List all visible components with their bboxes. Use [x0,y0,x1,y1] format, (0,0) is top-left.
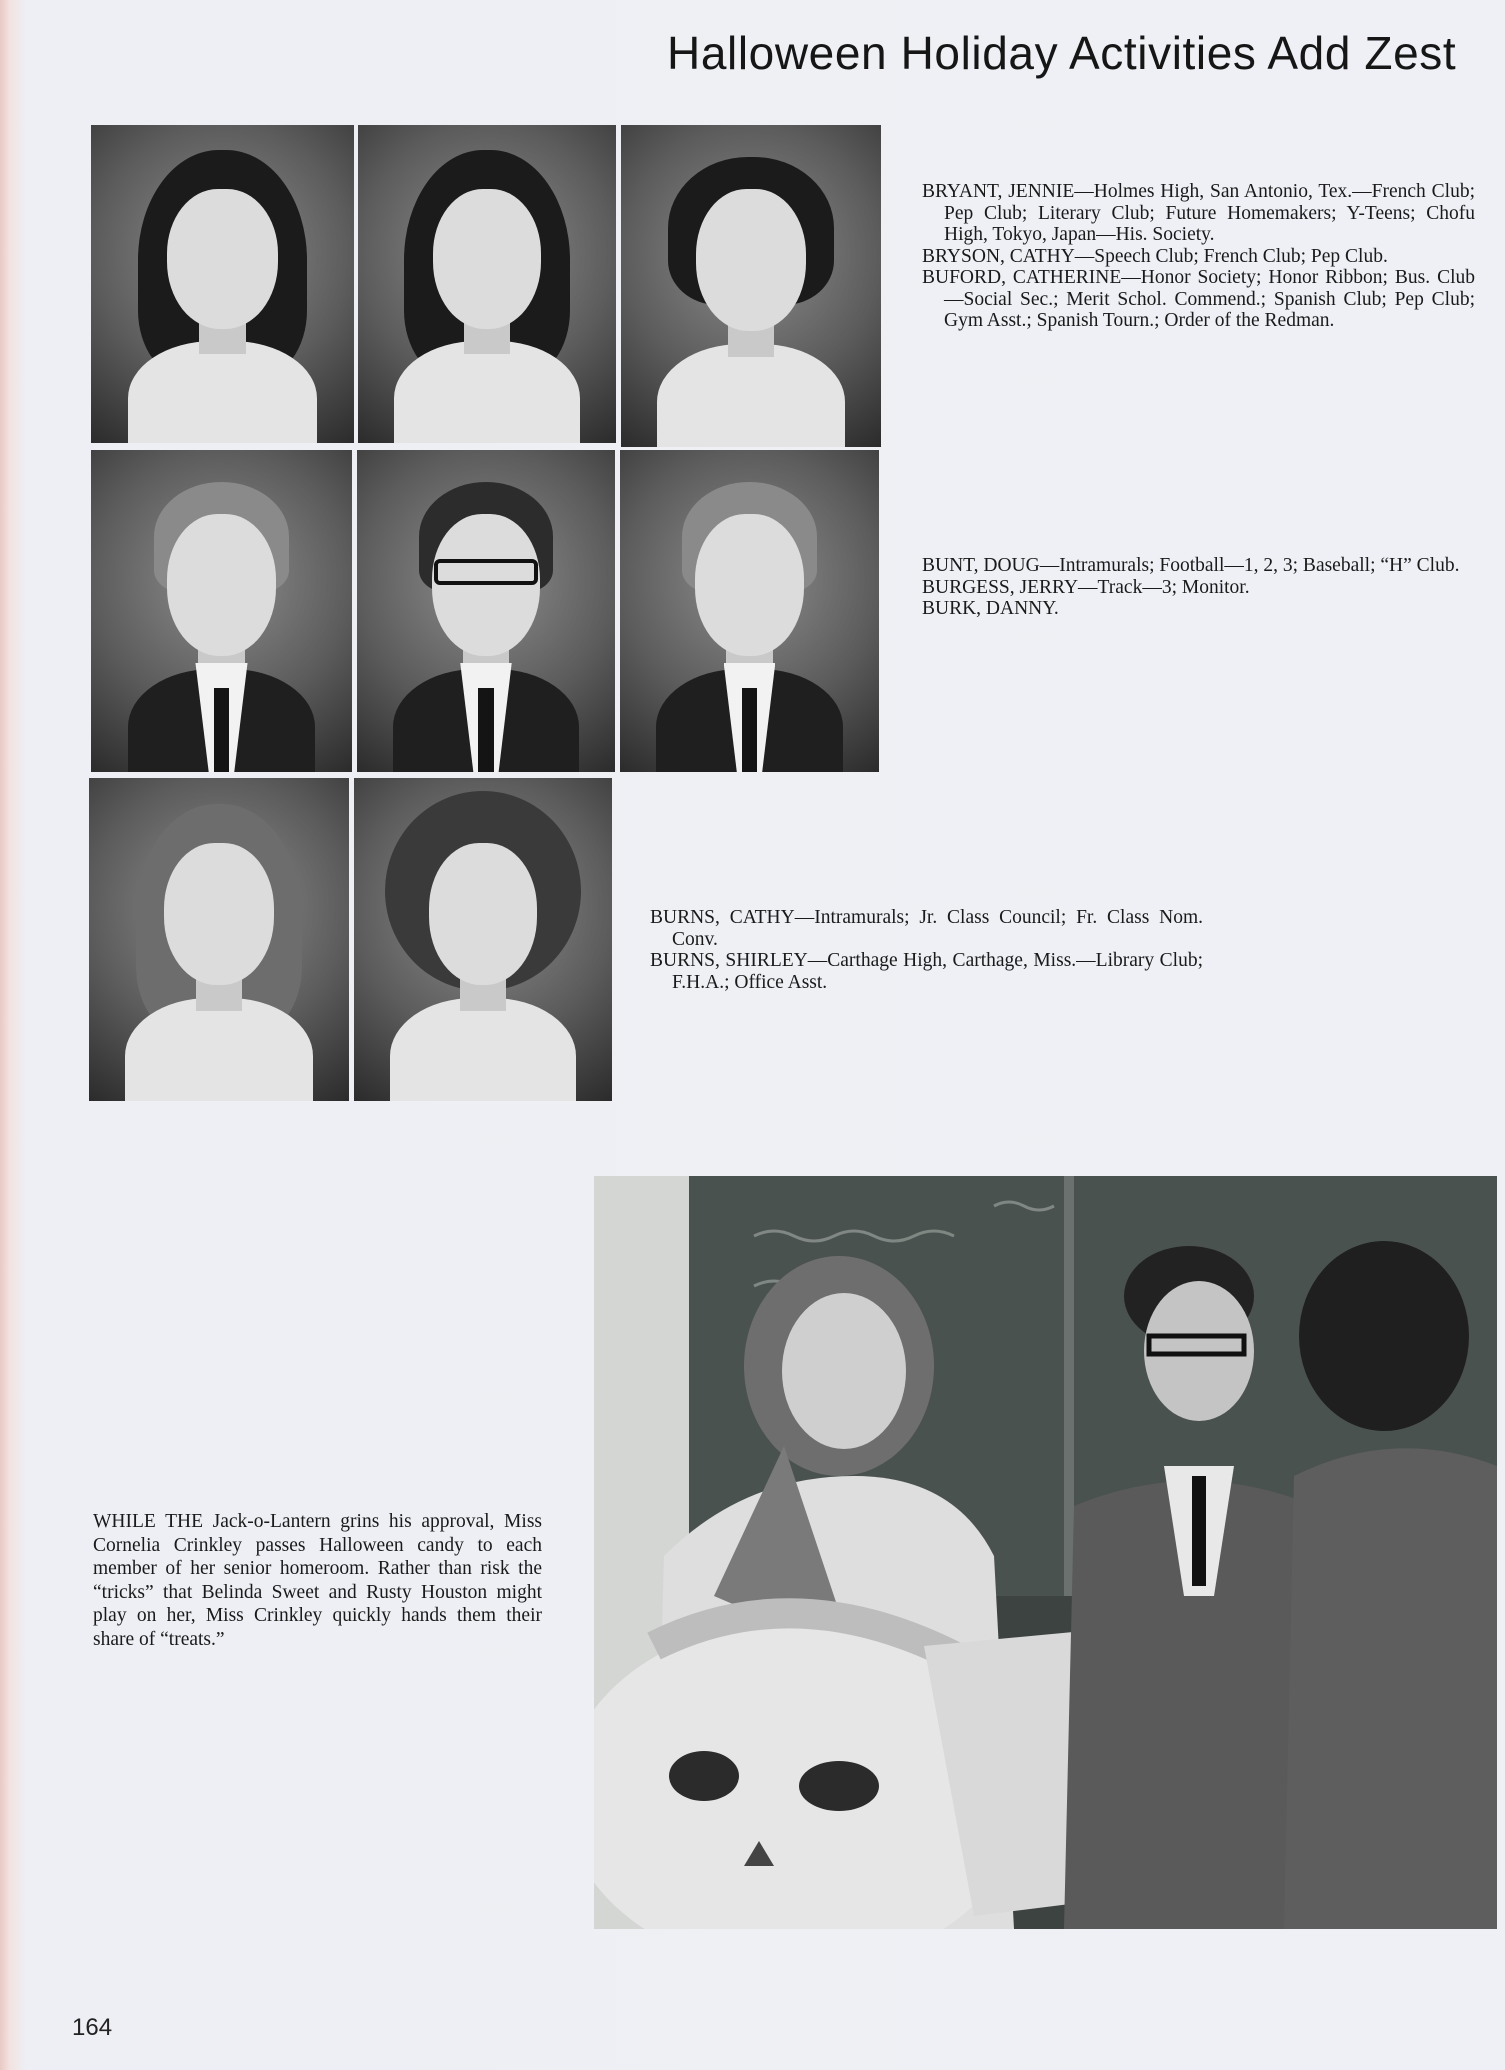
bio-entry: BUFORD, CATHERINE—Honor Society; Honor Ribbon; Bus. Club—Social Sec.; Merit Schol. Commend.; Spanish Club; Pep Club; Gym Asst.; Spanish Tourn.; Order of the Redman. [922,267,1475,331]
portrait-burgess-jerry [357,450,615,772]
bio-block-row-3 [650,907,1203,993]
portrait-bryant-jennie [91,125,354,443]
page-number: 164 [72,2014,113,2041]
photo-caption [93,1510,542,1651]
bio-entry: BURK, DANNY. [922,598,1059,619]
bio-entry: BRYSON, CATHY—Speech Club; French Club; Pep Club. [922,245,1388,267]
bio-entry: BURGESS, JERRY—Track—3; Monitor. [922,576,1250,598]
portrait-burns-shirley [354,778,612,1101]
bio-entry: BRYANT, JENNIE—Holmes High, San Antonio, Tex.—French Club; Pep Club; Literary Club; Future Homemakers; Y-Teens; Chofu High, Tokyo, Japan—His. Society. [922,181,1475,245]
bio-entry: BUNT, DOUG—Intramurals; Football—1, 2, 3; Baseball; “H” Club. [922,555,1460,576]
page-title: Halloween Holiday Activities Add Zest [667,27,1457,79]
bio-block-row-1 [922,181,1475,332]
bio-entry: BURNS, SHIRLEY—Carthage High, Carthage, Miss.—Library Club; F.H.A.; Office Asst. [650,950,1203,993]
portrait-burk-danny [620,450,879,772]
portrait-bunt-doug [91,450,352,772]
portrait-burns-cathy [89,778,349,1101]
bio-entry: BURNS, CATHY—Intramurals; Jr. Class Council; Fr. Class Nom. Conv. [650,907,1203,950]
portrait-bryson-cathy [358,125,616,443]
halloween-classroom-photo [594,1176,1497,1929]
bio-block-row-2 [922,555,1475,620]
caption-text: Jack-o-Lantern grins his approval, Miss Cornelia Crinkley passes Halloween candy to each member of her senior homeroom. Rather than risk the “tricks” that Belinda Sweet and Rusty Houston might play on her, Miss Crinkley quickly hands them their share of “treats.” [93,1511,542,1650]
portrait-buford-catherine [621,125,881,447]
caption-lead: WHILE THE [93,1511,203,1532]
